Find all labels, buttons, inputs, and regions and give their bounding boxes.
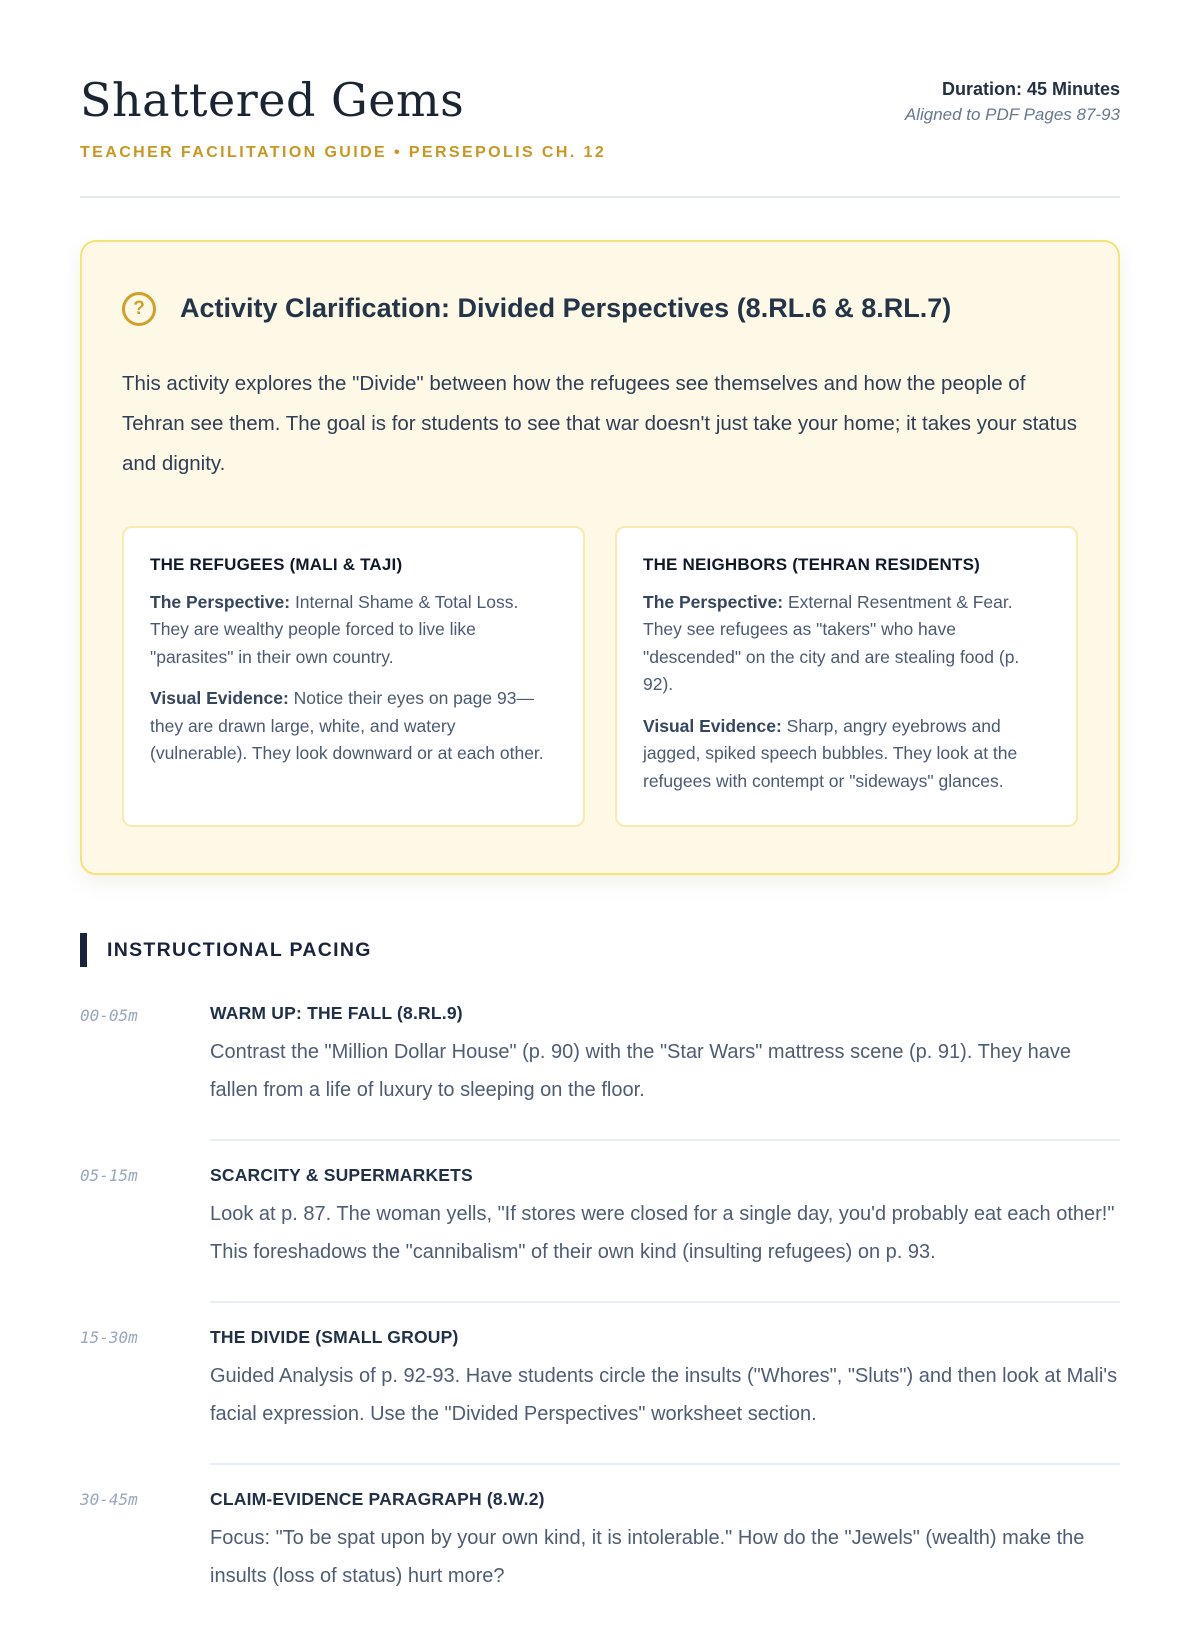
pacing-item-title: WARM UP: THE FALL (8.RL.9) bbox=[210, 1003, 463, 1024]
visual-evidence-label: Visual Evidence: bbox=[643, 715, 782, 736]
pacing-heading: INSTRUCTIONAL PACING bbox=[107, 938, 372, 961]
pacing-item-content bbox=[210, 1139, 1120, 1301]
pacing-item-text: Look at p. 87. The woman yells, "If stores were closed for a single day, you'd probably eat each other!" This foreshadows the "cannibalism" of their own kind (insulting refugees) on p. 93. bbox=[210, 1203, 1115, 1264]
callout-title: Activity Clarification: Divided Perspectives (8.RL.6 & 8.RL.7) bbox=[180, 292, 952, 323]
pacing-item-title: THE DIVIDE (SMALL GROUP) bbox=[210, 1327, 459, 1348]
neighbors-perspective bbox=[643, 589, 1050, 699]
aligned-pages-label: Aligned to PDF Pages 87-93 bbox=[904, 105, 1120, 125]
header-meta bbox=[905, 74, 1120, 128]
refugees-card bbox=[122, 526, 585, 828]
pacing-item-text: Guided Analysis of p. 92-93. Have students circle the insults ("Whores", "Sluts") and then look at Mali's facial expression. Use the "Divided Perspectives" worksheet section. bbox=[210, 1365, 1118, 1426]
refugees-visual-evidence bbox=[150, 685, 557, 768]
instructional-pacing-section bbox=[80, 933, 1120, 1625]
perspective-label: The Perspective: bbox=[150, 591, 291, 612]
question-mark-icon: ? bbox=[122, 292, 156, 326]
section-accent-bar bbox=[80, 933, 87, 967]
pacing-item-text: Focus: "To be spat upon by your own kind, it is intolerable." How do the "Jewels" (wealth) make the insults (loss of status) hurt more? bbox=[210, 1527, 1085, 1588]
pacing-item-text: Contrast the "Million Dollar House" (p. 90) with the "Star Wars" mattress scene (p. 91). They have fallen from a life of luxury to sleeping on the floor. bbox=[210, 1041, 1071, 1102]
visual-evidence-label: Visual Evidence: bbox=[150, 688, 289, 709]
pacing-item-content bbox=[210, 1301, 1120, 1463]
time-range: 00-05m bbox=[80, 1006, 138, 1026]
header-divider bbox=[80, 196, 1120, 198]
pacing-item-divide bbox=[80, 1301, 1120, 1463]
callout-body: This activity explores the "Divide" between how the refugees see themselves and how the people of Tehran see them. The goal is for students to see that war doesn't just take your home; it takes your status and dignity. bbox=[122, 371, 1078, 475]
header bbox=[80, 74, 1120, 162]
time-range: 05-15m bbox=[80, 1166, 138, 1186]
duration-label: Duration: 45 Minutes bbox=[941, 79, 1120, 99]
visual-evidence-text: Sharp, angry eyebrows and jagged, spiked speech bubbles. They look at the refugees with contempt or "sideways" glances. bbox=[643, 715, 1018, 791]
refugees-perspective bbox=[150, 589, 557, 672]
header-left bbox=[80, 74, 606, 162]
time-range: 30-45m bbox=[80, 1490, 138, 1510]
page-title: Shattered Gems bbox=[80, 73, 465, 127]
time-range: 15-30m bbox=[80, 1328, 138, 1348]
pacing-item-warm-up bbox=[80, 981, 1120, 1139]
pacing-item-content bbox=[210, 981, 1120, 1139]
neighbors-visual-evidence bbox=[643, 713, 1050, 796]
pacing-items bbox=[80, 981, 1120, 1625]
visual-evidence-text: Notice their eyes on page 93—they are drawn large, white, and watery (vulnerable). They look downward or at each other. bbox=[150, 688, 544, 764]
pacing-item-claim-evidence bbox=[80, 1463, 1120, 1625]
pacing-header bbox=[80, 933, 1120, 967]
pacing-item-content bbox=[210, 1463, 1120, 1625]
pacing-item-scarcity bbox=[80, 1139, 1120, 1301]
page-subtitle: TEACHER FACILITATION GUIDE • PERSEPOLIS CH. 12 bbox=[80, 143, 607, 161]
perspective-text: Internal Shame & Total Loss. They are wealthy people forced to live like "parasites" in their own country. bbox=[150, 591, 519, 667]
refugees-card-title: THE REFUGEES (MALI & TAJI) bbox=[150, 554, 403, 574]
pacing-item-title: CLAIM-EVIDENCE PARAGRAPH (8.W.2) bbox=[210, 1489, 545, 1510]
activity-clarification-callout bbox=[80, 240, 1120, 875]
perspective-label: The Perspective: bbox=[643, 591, 784, 612]
perspective-cards bbox=[122, 526, 1078, 828]
neighbors-card bbox=[615, 526, 1078, 828]
callout-header bbox=[122, 286, 1078, 332]
neighbors-card-title: THE NEIGHBORS (TEHRAN RESIDENTS) bbox=[643, 554, 980, 574]
perspective-text: External Resentment & Fear. They see refugees as "takers" who have "descended" on the city and are stealing food (p. 92). bbox=[643, 591, 1020, 695]
pacing-item-title: SCARCITY & SUPERMARKETS bbox=[210, 1165, 473, 1186]
